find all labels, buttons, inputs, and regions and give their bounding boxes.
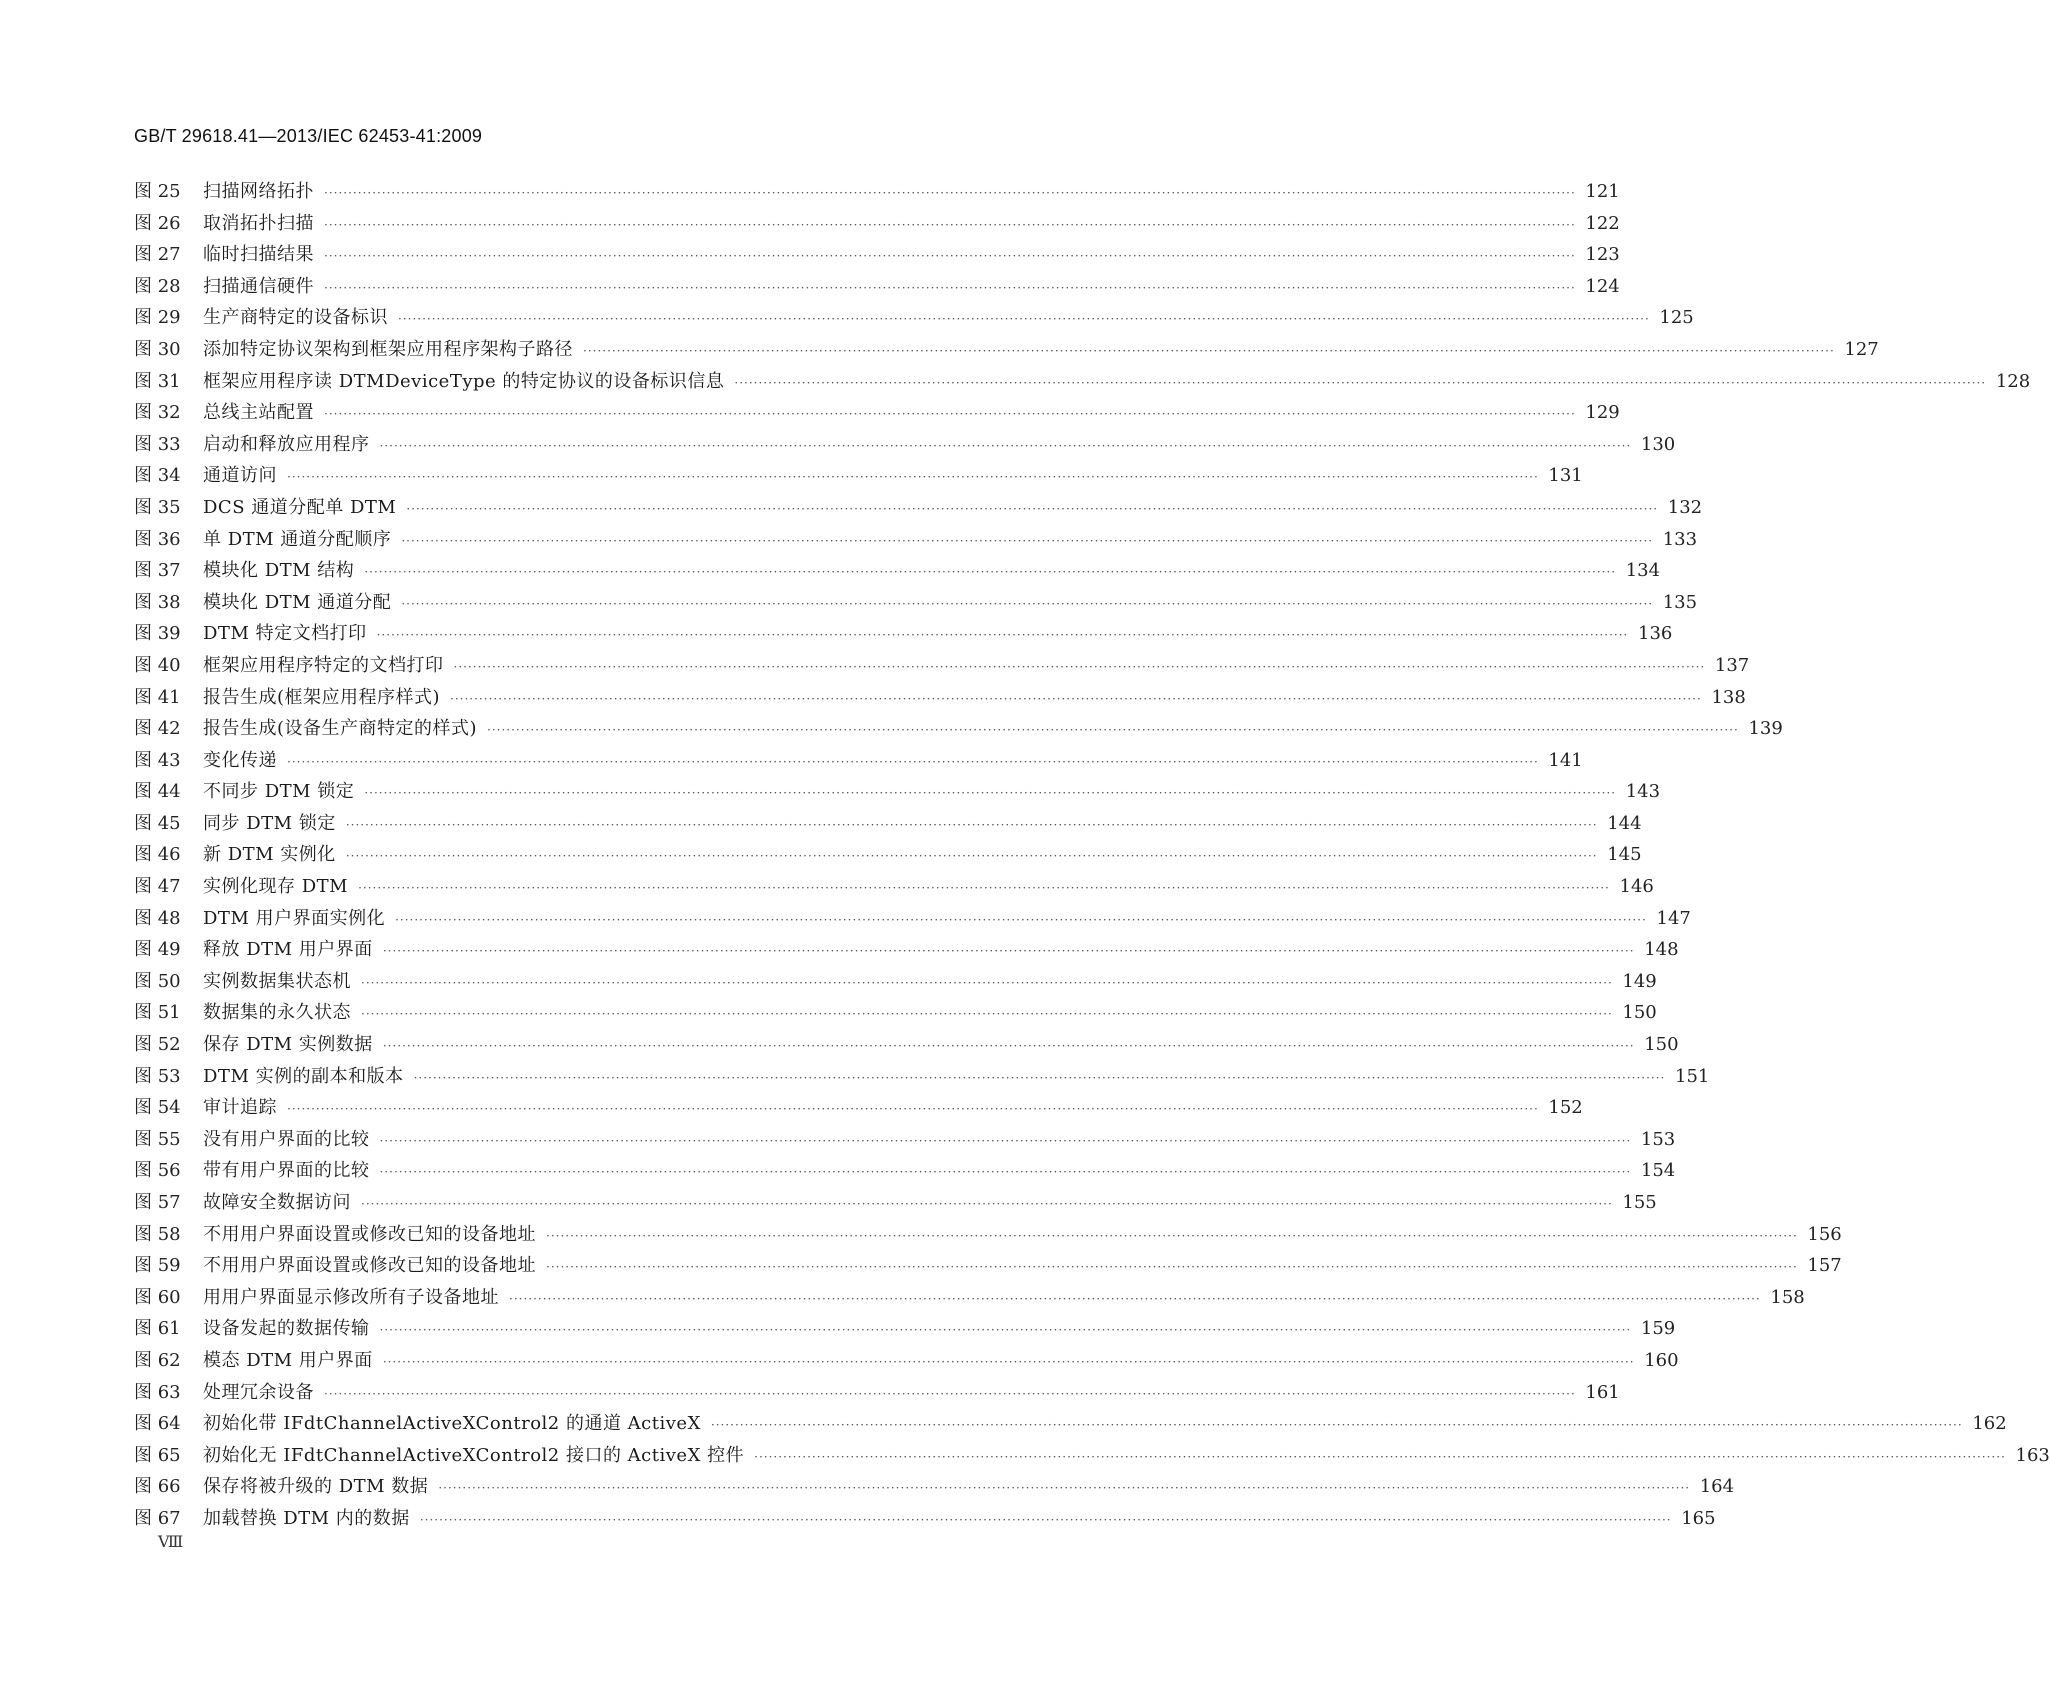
toc-entry[interactable] bbox=[134, 1378, 1620, 1410]
page-reference: 121 bbox=[1585, 181, 1620, 202]
page-reference: 144 bbox=[1607, 812, 1642, 834]
dot-leader: ···································································································································································································································································· bbox=[379, 1165, 1632, 1180]
document-header: GB/T 29618.41—2013/IEC 62453-41:2009 bbox=[134, 126, 483, 146]
dot-leader: ···································································································································································································································································· bbox=[487, 723, 1739, 738]
figure-number: 图 25 bbox=[134, 181, 181, 202]
figure-number: 图 41 bbox=[134, 686, 181, 708]
figure-number: 图 35 bbox=[134, 496, 181, 518]
toc-entry[interactable] bbox=[134, 1220, 1842, 1252]
page-reference: 154 bbox=[1640, 1160, 1676, 1182]
figure-number: 图 67 bbox=[134, 1507, 181, 1529]
figure-number: 图 30 bbox=[134, 338, 181, 360]
page-reference: 134 bbox=[1625, 560, 1661, 582]
figure-title: 带有用户界面的比较 bbox=[203, 1160, 370, 1182]
page-reference: 161 bbox=[1585, 1381, 1620, 1403]
figure-number: 图 66 bbox=[134, 1476, 181, 1498]
figure-title: 审计追踪 bbox=[203, 1097, 277, 1119]
figure-number: 图 54 bbox=[134, 1097, 181, 1119]
page-reference: 156 bbox=[1807, 1223, 1842, 1245]
page-reference: 132 bbox=[1667, 496, 1703, 518]
toc-entry[interactable] bbox=[134, 1441, 2050, 1473]
page-reference: 135 bbox=[1662, 591, 1698, 613]
page-reference: 165 bbox=[1681, 1507, 1716, 1529]
figure-number: 图 55 bbox=[134, 1128, 181, 1150]
figure-title: 单 DTM 通道分配顺序 bbox=[203, 528, 392, 550]
dot-leader: ···································································································································································································································································· bbox=[438, 1481, 1691, 1496]
figure-number: 图 56 bbox=[134, 1160, 181, 1182]
figure-title: 框架应用程序特定的文档打印 bbox=[203, 654, 444, 676]
toc-entry[interactable] bbox=[134, 809, 1642, 841]
dot-leader: ···································································································································································································································································· bbox=[345, 849, 1598, 864]
figure-title: 用用户界面显示修改所有子设备地址 bbox=[203, 1286, 499, 1308]
figure-number: 图 64 bbox=[134, 1413, 181, 1435]
page-reference: 124 bbox=[1585, 275, 1620, 297]
toc-entry[interactable] bbox=[134, 240, 1620, 272]
figure-title: 生产商特定的设备标识 bbox=[203, 307, 388, 329]
toc-entry[interactable] bbox=[134, 1314, 1676, 1346]
figure-title: 模块化 DTM 结构 bbox=[203, 560, 355, 582]
dot-leader: ···································································································································································································································································· bbox=[324, 217, 1576, 232]
figure-number: 图 43 bbox=[134, 749, 181, 771]
figure-number: 图 38 bbox=[134, 591, 181, 613]
toc-entry[interactable] bbox=[134, 746, 1583, 778]
page-reference: 125 bbox=[1659, 307, 1694, 329]
dot-leader: ···································································································································································································································································· bbox=[395, 912, 1647, 927]
figure-number: 图 63 bbox=[134, 1381, 181, 1403]
toc-entry[interactable] bbox=[134, 1504, 1716, 1536]
figure-number: 图 53 bbox=[134, 1065, 181, 1087]
dot-leader: ···································································································································································································································································· bbox=[324, 186, 1576, 200]
figure-number: 图 37 bbox=[134, 560, 181, 582]
page-reference: 158 bbox=[1770, 1286, 1805, 1308]
figure-title: DTM 实例的副本和版本 bbox=[203, 1065, 404, 1087]
figure-title: 加载替换 DTM 内的数据 bbox=[203, 1507, 410, 1529]
dot-leader: ···································································································································································································································································· bbox=[453, 659, 1706, 674]
figure-number: 图 27 bbox=[134, 244, 181, 266]
dot-leader: ···································································································································································································································································· bbox=[450, 691, 1702, 706]
figure-number: 图 62 bbox=[134, 1349, 181, 1371]
figure-number: 图 59 bbox=[134, 1255, 181, 1277]
dot-leader: ···································································································································································································································································· bbox=[361, 975, 1613, 990]
toc-entry[interactable] bbox=[134, 777, 1661, 809]
page-reference: 148 bbox=[1644, 939, 1679, 961]
dot-leader: ···································································································································································································································································· bbox=[376, 628, 1629, 643]
figure-title: 扫描通信硬件 bbox=[203, 275, 314, 297]
toc-entry[interactable] bbox=[134, 398, 1620, 430]
dot-leader: ···································································································································································································································································· bbox=[364, 786, 1617, 801]
figure-title: 实例数据集状态机 bbox=[203, 970, 351, 992]
page-reference: 162 bbox=[1972, 1413, 2007, 1435]
page-reference: 133 bbox=[1662, 528, 1698, 550]
dot-leader: ···································································································································································································································································· bbox=[754, 1449, 2006, 1464]
figure-title: 添加特定协议架构到框架应用程序架构子路径 bbox=[203, 338, 573, 360]
toc-entry[interactable] bbox=[134, 1125, 1676, 1157]
dot-leader: ···································································································································································································································································· bbox=[324, 407, 1576, 422]
figure-number: 图 61 bbox=[134, 1318, 181, 1340]
toc-entry[interactable] bbox=[134, 714, 1783, 746]
figure-number: 图 28 bbox=[134, 275, 181, 297]
figure-number: 图 51 bbox=[134, 1002, 181, 1024]
figure-title: DTM 用户界面实例化 bbox=[203, 907, 386, 929]
figure-number: 图 29 bbox=[134, 307, 181, 329]
page-reference: 143 bbox=[1625, 781, 1661, 803]
figure-title: 没有用户界面的比较 bbox=[203, 1128, 370, 1150]
toc-entry[interactable] bbox=[134, 1283, 1805, 1315]
page-reference: 145 bbox=[1607, 844, 1642, 866]
figure-title: 不用用户界面设置或修改已知的设备地址 bbox=[203, 1255, 536, 1277]
figure-title: 实例化现存 DTM bbox=[203, 876, 349, 898]
dot-leader: ···································································································································································································································································· bbox=[382, 1039, 1635, 1054]
toc-entry[interactable] bbox=[134, 1188, 1657, 1220]
figure-title: 总线主站配置 bbox=[203, 402, 314, 424]
dot-leader: ···································································································································································································································································· bbox=[419, 1512, 1672, 1527]
figure-number: 图 60 bbox=[134, 1286, 181, 1308]
toc-entry[interactable] bbox=[134, 303, 1694, 335]
figure-title: 新 DTM 实例化 bbox=[203, 844, 336, 866]
dot-leader: ···································································································································································································································································· bbox=[379, 1133, 1632, 1148]
page-reference: 129 bbox=[1585, 402, 1620, 424]
dot-leader: ···································································································································································································································································· bbox=[382, 944, 1635, 959]
dot-leader: ···································································································································································································································································· bbox=[413, 1070, 1666, 1085]
figure-number: 图 31 bbox=[134, 370, 181, 392]
dot-leader: ···································································································································································································································································· bbox=[324, 249, 1576, 264]
figure-number: 图 34 bbox=[134, 465, 181, 487]
toc-entry[interactable] bbox=[134, 209, 1620, 241]
figure-number: 图 33 bbox=[134, 433, 181, 455]
toc-entry[interactable] bbox=[134, 904, 1691, 936]
toc-entry[interactable] bbox=[134, 1346, 1679, 1378]
figure-title: 释放 DTM 用户界面 bbox=[203, 939, 373, 961]
toc-entry[interactable] bbox=[134, 683, 1746, 715]
figure-number: 图 49 bbox=[134, 939, 181, 961]
figure-title: 保存将被升级的 DTM 数据 bbox=[203, 1476, 429, 1498]
figure-number: 图 46 bbox=[134, 844, 181, 866]
toc-entry[interactable] bbox=[134, 588, 1698, 620]
page-reference: 164 bbox=[1699, 1476, 1735, 1498]
toc-entry[interactable] bbox=[134, 272, 1620, 304]
figure-title: 不用用户界面设置或修改已知的设备地址 bbox=[203, 1223, 536, 1245]
page-reference: 130 bbox=[1640, 433, 1676, 455]
dot-leader: ···································································································································································································································································· bbox=[583, 343, 1835, 358]
toc-entry[interactable] bbox=[134, 998, 1657, 1030]
figure-title: 初始化带 IFdtChannelActiveXControl2 的通道 ActiveX bbox=[203, 1413, 701, 1435]
page-reference: 149 bbox=[1622, 970, 1657, 992]
dot-leader: ···································································································································································································································································· bbox=[345, 817, 1598, 832]
toc-entry[interactable] bbox=[134, 840, 1642, 872]
figure-title: 数据集的永久状态 bbox=[203, 1002, 351, 1024]
figure-number: 图 42 bbox=[134, 718, 181, 740]
dot-leader: ···································································································································································································································································· bbox=[406, 501, 1659, 516]
figure-title: 设备发起的数据传输 bbox=[203, 1318, 370, 1340]
figure-title: 故障安全数据访问 bbox=[203, 1192, 351, 1213]
figure-number: 图 48 bbox=[134, 907, 181, 929]
dot-leader: ···································································································································································································································································· bbox=[401, 596, 1654, 611]
toc-entry[interactable] bbox=[134, 461, 1583, 493]
page-reference: 150 bbox=[1622, 1002, 1657, 1024]
figure-number: 图 39 bbox=[134, 623, 181, 645]
figure-number: 图 36 bbox=[134, 528, 181, 550]
figure-title: 不同步 DTM 锁定 bbox=[203, 781, 355, 803]
toc-entry[interactable] bbox=[134, 1062, 1710, 1094]
dot-leader: ···································································································································································································································································· bbox=[358, 881, 1610, 896]
dot-leader: ···································································································································································································································································· bbox=[287, 470, 1539, 485]
figure-title: DCS 通道分配单 DTM bbox=[203, 496, 397, 518]
toc-entry[interactable] bbox=[134, 967, 1657, 999]
page-reference: 155 bbox=[1622, 1192, 1657, 1213]
toc-entry[interactable] bbox=[134, 872, 1654, 904]
figure-number: 图 26 bbox=[134, 212, 181, 234]
dot-leader: ···································································································································································································································································· bbox=[361, 1197, 1613, 1211]
page-reference: 147 bbox=[1656, 907, 1691, 929]
figure-title: 变化传递 bbox=[203, 749, 277, 771]
dot-leader: ···································································································································································································································································· bbox=[287, 754, 1539, 769]
dot-leader: ···································································································································································································································································· bbox=[734, 375, 1987, 390]
page-reference: 138 bbox=[1711, 686, 1746, 708]
toc-entry[interactable] bbox=[134, 1093, 1583, 1125]
figure-number: 图 65 bbox=[134, 1444, 181, 1466]
page-reference: 141 bbox=[1548, 749, 1583, 771]
toc-entry[interactable] bbox=[134, 1251, 1842, 1283]
figure-title: 模态 DTM 用户界面 bbox=[203, 1349, 373, 1371]
figure-title: 保存 DTM 实例数据 bbox=[203, 1034, 373, 1056]
figure-title: 同步 DTM 锁定 bbox=[203, 812, 336, 834]
figure-title: 报告生成(设备生产商特定的样式) bbox=[203, 718, 478, 740]
page-reference: 151 bbox=[1675, 1065, 1710, 1087]
toc-entry[interactable] bbox=[134, 556, 1661, 588]
dot-leader: ···································································································································································································································································· bbox=[324, 280, 1576, 295]
figure-number: 图 52 bbox=[134, 1034, 181, 1056]
page-reference: 153 bbox=[1640, 1128, 1676, 1150]
toc-entry[interactable] bbox=[134, 430, 1676, 462]
toc-entry[interactable] bbox=[134, 935, 1679, 967]
dot-leader: ···································································································································································································································································· bbox=[509, 1291, 1761, 1306]
toc-entry[interactable] bbox=[134, 525, 1698, 557]
figure-title: 框架应用程序读 DTMDeviceType 的特定协议的设备标识信息 bbox=[203, 370, 725, 392]
dot-leader: ···································································································································································································································································· bbox=[546, 1228, 1798, 1243]
figure-number: 图 40 bbox=[134, 654, 181, 676]
page-reference: 122 bbox=[1585, 212, 1620, 234]
figure-list bbox=[134, 177, 2050, 1536]
figure-number: 图 32 bbox=[134, 402, 181, 424]
page-reference: 127 bbox=[1844, 338, 1879, 360]
page-reference: 146 bbox=[1619, 876, 1654, 898]
toc-entry[interactable] bbox=[134, 367, 2031, 399]
figure-title: DTM 特定文档打印 bbox=[203, 623, 367, 645]
dot-leader: ···································································································································································································································································· bbox=[361, 1007, 1613, 1022]
dot-leader: ···································································································································································································································································· bbox=[382, 1354, 1635, 1369]
dot-leader: ···································································································································································································································································· bbox=[401, 533, 1654, 548]
dot-leader: ···································································································································································································································································· bbox=[287, 1102, 1539, 1117]
figure-number: 图 47 bbox=[134, 876, 181, 898]
dot-leader: ···································································································································································································································································· bbox=[324, 1386, 1576, 1401]
page-reference: 157 bbox=[1807, 1255, 1842, 1277]
figure-title: 模块化 DTM 通道分配 bbox=[203, 591, 392, 613]
toc-entry[interactable] bbox=[134, 1472, 1735, 1504]
page-reference: 136 bbox=[1638, 623, 1673, 645]
figure-title: 启动和释放应用程序 bbox=[203, 433, 370, 455]
toc-entry[interactable] bbox=[134, 335, 1879, 367]
figure-number: 图 44 bbox=[134, 781, 181, 803]
figure-title: 通道访问 bbox=[203, 465, 277, 487]
toc-entry[interactable] bbox=[134, 493, 1703, 525]
page-reference: 160 bbox=[1644, 1349, 1679, 1371]
page-number: Ⅷ bbox=[158, 1532, 184, 1551]
figure-number: 图 50 bbox=[134, 970, 181, 992]
figure-title: 临时扫描结果 bbox=[203, 244, 314, 266]
figure-title: 扫描网络拓扑 bbox=[203, 181, 314, 202]
figure-title: 报告生成(框架应用程序样式) bbox=[203, 686, 441, 708]
page-reference: 159 bbox=[1640, 1318, 1676, 1340]
page-reference: 150 bbox=[1644, 1034, 1679, 1056]
toc-entry[interactable] bbox=[134, 651, 1750, 683]
page-reference: 139 bbox=[1748, 718, 1783, 740]
toc-entry[interactable] bbox=[134, 177, 1620, 209]
page-reference: 131 bbox=[1548, 465, 1583, 487]
dot-leader: ···································································································································································································································································· bbox=[364, 565, 1617, 580]
figure-number: 图 57 bbox=[134, 1192, 181, 1213]
page-reference: 123 bbox=[1585, 244, 1620, 266]
figure-number: 图 45 bbox=[134, 812, 181, 834]
dot-leader: ···································································································································································································································································· bbox=[379, 1323, 1632, 1338]
page-reference: 152 bbox=[1548, 1097, 1583, 1119]
dot-leader: ···································································································································································································································································· bbox=[398, 312, 1650, 327]
dot-leader: ···································································································································································································································································· bbox=[546, 1260, 1798, 1275]
dot-leader: ···································································································································································································································································· bbox=[379, 438, 1632, 453]
page-reference: 137 bbox=[1714, 654, 1750, 676]
toc-entry[interactable] bbox=[134, 619, 1673, 651]
page-reference: 163 bbox=[2015, 1444, 2050, 1466]
page-reference: 128 bbox=[1995, 370, 2031, 392]
figure-number: 图 58 bbox=[134, 1223, 181, 1245]
toc-entry[interactable] bbox=[134, 1156, 1676, 1188]
figure-title: 取消拓扑扫描 bbox=[203, 212, 314, 234]
dot-leader: ···································································································································································································································································· bbox=[710, 1418, 1963, 1433]
toc-entry[interactable] bbox=[134, 1409, 2007, 1441]
figure-title: 初始化无 IFdtChannelActiveXControl2 接口的 ActiveX 控件 bbox=[203, 1444, 745, 1466]
figure-title: 处理冗余设备 bbox=[203, 1381, 314, 1403]
toc-entry[interactable] bbox=[134, 1030, 1679, 1062]
